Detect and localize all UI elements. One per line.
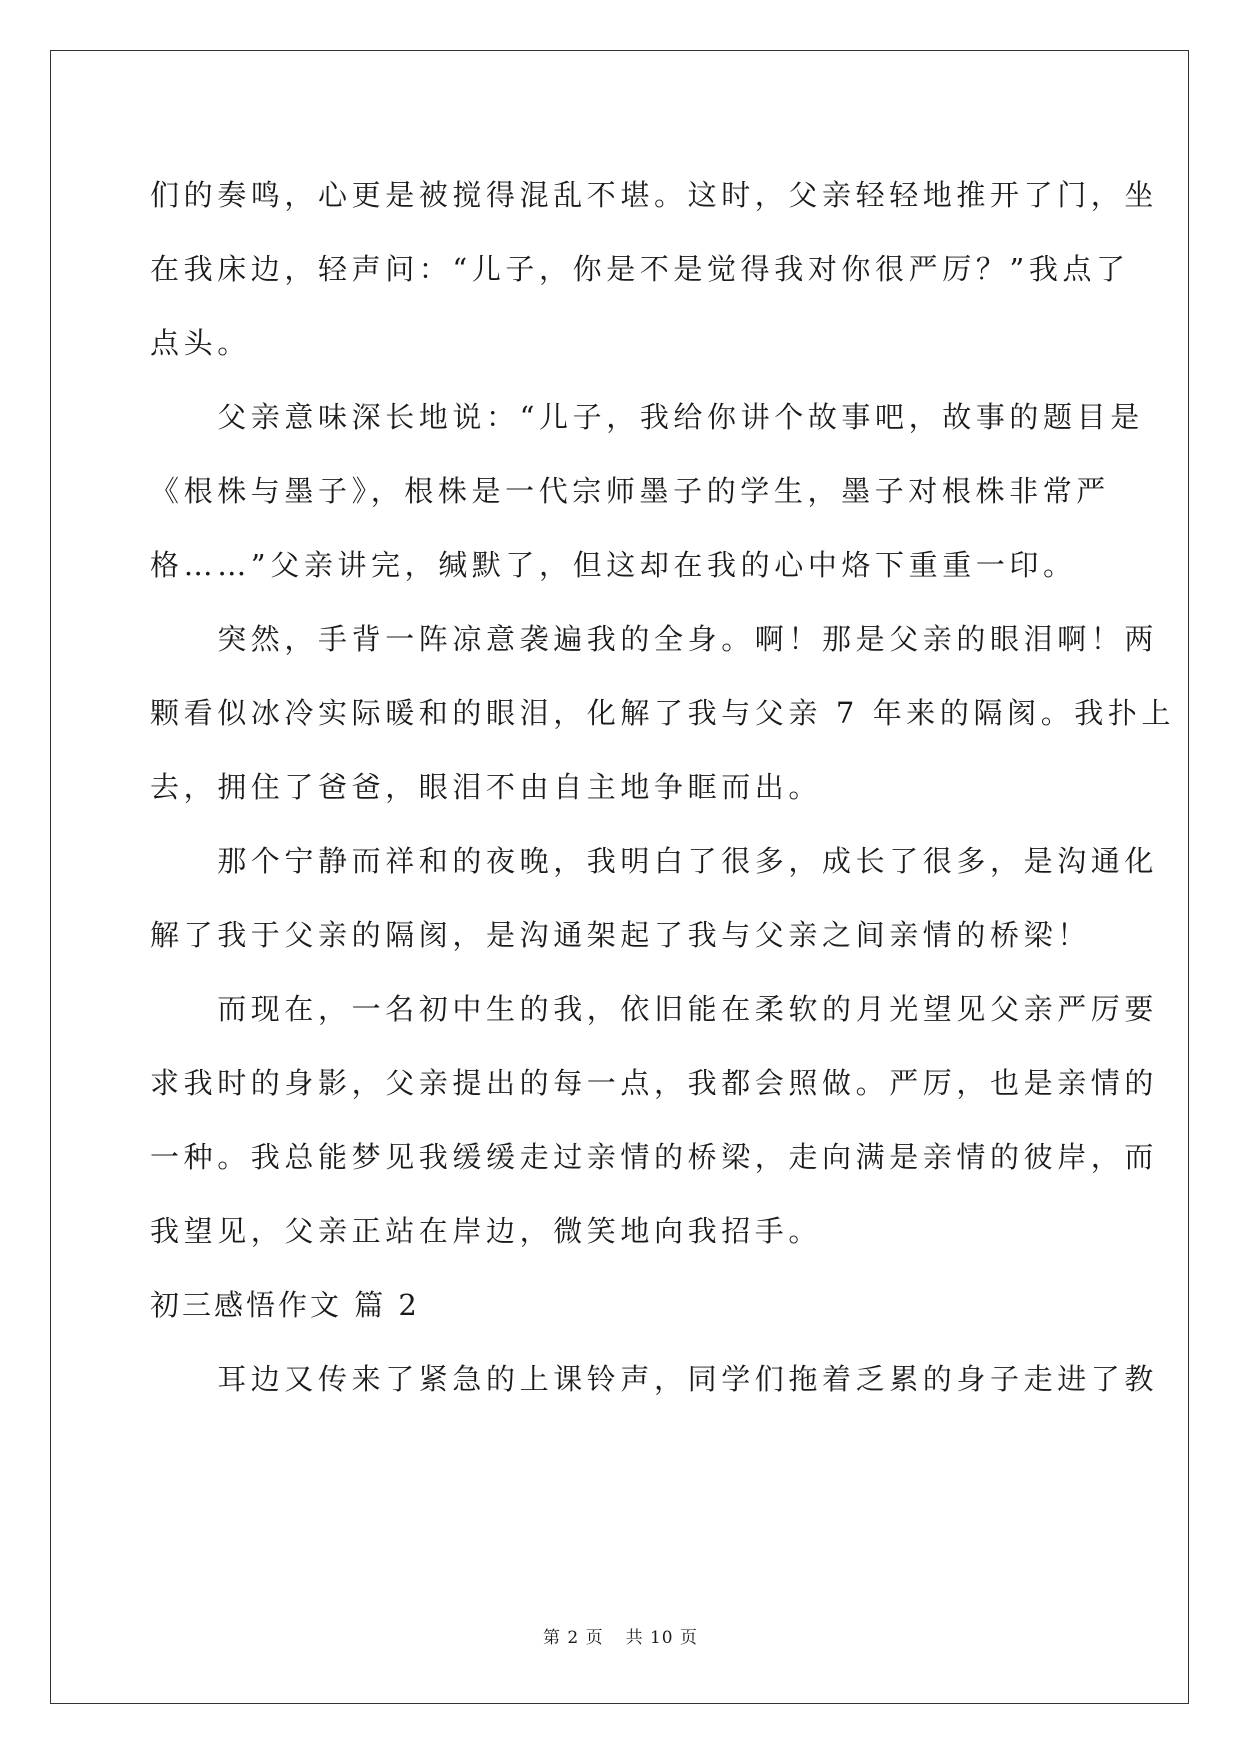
text-line: 一种。我总能梦见我缓缓走过亲情的桥梁，走向满是亲情的彼岸，而 xyxy=(150,1140,1159,1174)
text-line: 点头。 xyxy=(150,326,251,360)
text-line: 耳边又传来了紧急的上课铃声，同学们拖着乏累的身子走进了教 xyxy=(150,1362,1159,1396)
text-line: 解了我于父亲的隔阂，是沟通架起了我与父亲之间亲情的桥梁！ xyxy=(150,918,1091,952)
page-footer xyxy=(0,1623,1241,1648)
text-line: 那个宁静而祥和的夜晚，我明白了很多，成长了很多，是沟通化 xyxy=(150,844,1159,878)
text-line: 我望见，父亲正站在岸边，微笑地向我招手。 xyxy=(150,1214,823,1248)
text-line: 而现在，一名初中生的我，依旧能在柔软的月光望见父亲严厉要 xyxy=(150,992,1159,1026)
text-line: 颗看似冰冷实际暖和的眼泪，化解了我与父亲 7 年来的隔阂。我扑上 xyxy=(150,696,1176,730)
section-heading: 初三感悟作文 篇 2 xyxy=(150,1288,420,1322)
page-total: 共 10 页 xyxy=(625,1628,699,1648)
page-number: 第 2 页 xyxy=(542,1628,604,1648)
text-line: 突然，手背一阵凉意袭遍我的全身。啊！那是父亲的眼泪啊！两 xyxy=(150,622,1159,656)
text-line: 们的奏鸣，心更是被搅得混乱不堪。这时，父亲轻轻地推开了门，坐 xyxy=(150,178,1159,212)
text-line: 《根株与墨子》，根株是一代宗师墨子的学生，墨子对根株非常严 xyxy=(150,474,1110,508)
text-line: 父亲意味深长地说：“儿子，我给你讲个故事吧，故事的题目是 xyxy=(150,400,1144,434)
document-body xyxy=(150,158,1176,1416)
text-line: 在我床边，轻声问：“儿子，你是不是觉得我对你很严厉？”我点了 xyxy=(150,252,1130,286)
text-line: 求我时的身影，父亲提出的每一点，我都会照做。严厉，也是亲情的 xyxy=(150,1066,1159,1100)
text-line: 格……”父亲讲完，缄默了，但这却在我的心中烙下重重一印。 xyxy=(150,548,1077,582)
text-line: 去，拥住了爸爸，眼泪不由自主地争眶而出。 xyxy=(150,770,823,804)
